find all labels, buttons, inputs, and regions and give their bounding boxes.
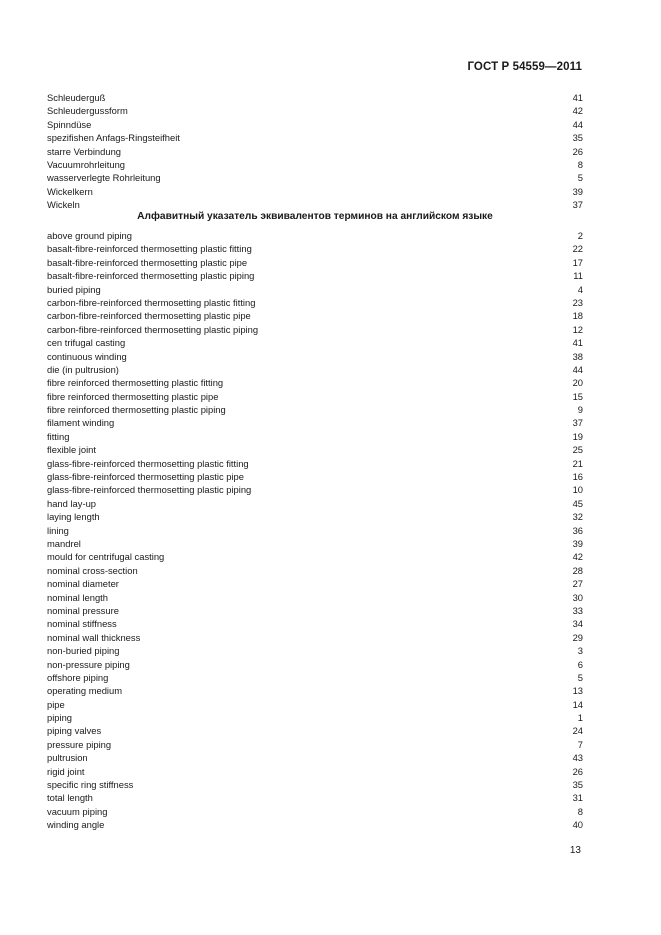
index-term: continuous winding [47, 350, 127, 362]
index-term-number: 20 [572, 377, 583, 389]
index-term-number: 15 [572, 390, 583, 402]
index-term: carbon-fibre-reinforced thermosetting plastic piping [47, 323, 259, 335]
index-term-number: 36 [572, 524, 583, 536]
index-term-number: 39 [572, 185, 583, 197]
index-term: laying length [47, 511, 100, 523]
index-term: spezifishen Anfags-Ringsteifheit [47, 132, 180, 144]
index-term: filament winding [47, 417, 115, 429]
index-term-number: 28 [572, 564, 583, 576]
index-term-number: 21 [572, 457, 583, 469]
index-term-number: 11 [573, 270, 583, 282]
index-term: nominal length [47, 591, 108, 603]
index-term: hand lay-up [47, 497, 96, 509]
index-entry [47, 711, 583, 724]
index-entry [47, 283, 583, 296]
index-entry [47, 443, 583, 456]
index-term-number: 30 [572, 591, 583, 603]
index-term: glass-fibre-reinforced thermosetting plastic piping [47, 484, 252, 496]
index-term-number: 6 [577, 658, 583, 670]
index-term: offshore piping [47, 671, 109, 683]
index-entry [47, 118, 583, 131]
index-term: rigid joint [47, 765, 85, 777]
index-term-number: 43 [572, 752, 583, 764]
index-term-number: 8 [577, 158, 583, 170]
index-term-number: 3 [577, 645, 583, 657]
index-entry [47, 550, 583, 563]
index-term: die (in pultrusion) [47, 363, 119, 375]
index-term-number: 8 [577, 805, 583, 817]
index-term-number: 44 [572, 363, 583, 375]
index-entry [47, 684, 583, 697]
index-term-number: 39 [572, 537, 583, 549]
index-term-number: 37 [572, 199, 583, 211]
index-term: flexible joint [47, 444, 96, 456]
index-entry [47, 145, 583, 158]
index-entry [47, 791, 583, 804]
index-term-number: 40 [572, 819, 583, 831]
index-entry [47, 185, 583, 198]
index-term-number: 25 [572, 444, 583, 456]
index-term: Schleudergussform [47, 105, 128, 117]
index-term: basalt-fibre-reinforced thermosetting plastic pipe [47, 256, 248, 268]
index-entry [47, 336, 583, 349]
index-term: nominal diameter [47, 578, 119, 590]
index-term: mould for centrifugal casting [47, 551, 165, 563]
index-term: Wickeln [47, 199, 80, 211]
index-entry [47, 309, 583, 322]
index-term: Schleuderguß [47, 92, 106, 103]
index-entry [47, 617, 583, 630]
index-entry [47, 765, 583, 778]
index-term-number: 26 [572, 765, 583, 777]
index-term: wasserverlegte Rohrleitung [47, 172, 161, 184]
index-term-number: 19 [572, 430, 583, 442]
index-term-number: 1 [577, 712, 583, 724]
index-term: glass-fibre-reinforced thermosetting plastic pipe [47, 471, 244, 483]
index-entry [47, 390, 583, 403]
index-term: above ground piping [47, 230, 132, 241]
index-term: pipe [47, 698, 65, 710]
index-entry [47, 430, 583, 443]
index-term: carbon-fibre-reinforced thermosetting plastic pipe [47, 310, 251, 322]
index-term: piping valves [47, 725, 102, 737]
index-term-number: 9 [577, 404, 583, 416]
index-term-number: 34 [572, 618, 583, 630]
index-term: starre Verbindung [47, 145, 122, 157]
index-entry [47, 604, 583, 617]
index-term: mandrel [47, 537, 81, 549]
index-term: fitting [47, 430, 70, 442]
index-term: nominal cross-section [47, 564, 138, 576]
english-term-index [47, 229, 583, 832]
index-entry [47, 644, 583, 657]
index-term: nominal pressure [47, 604, 119, 616]
index-term: lining [47, 524, 69, 536]
index-entry [47, 376, 583, 389]
index-entry [47, 363, 583, 376]
standard-header: ГОСТ Р 54559—2011 [467, 61, 582, 73]
index-term-number: 10 [572, 484, 583, 496]
index-term: specific ring stiffness [47, 779, 134, 791]
index-term: fibre reinforced thermosetting plastic fitting [47, 377, 224, 389]
index-entry [47, 256, 583, 269]
index-term-number: 27 [572, 578, 583, 590]
index-term-number: 29 [572, 631, 583, 643]
index-entry [47, 510, 583, 523]
german-term-index [47, 91, 583, 212]
index-term-number: 17 [572, 256, 583, 268]
index-entry [47, 524, 583, 537]
index-entry [47, 805, 583, 818]
index-entry [47, 350, 583, 363]
index-entry [47, 591, 583, 604]
index-term: basalt-fibre-reinforced thermosetting plastic piping [47, 270, 255, 282]
index-term: pultrusion [47, 752, 88, 764]
index-entry [47, 296, 583, 309]
index-term: basalt-fibre-reinforced thermosetting plastic fitting [47, 243, 252, 255]
index-entry [47, 229, 583, 242]
index-term-number: 42 [572, 551, 583, 563]
index-entry [47, 91, 583, 104]
index-entry [47, 171, 583, 184]
index-term-number: 13 [572, 685, 583, 697]
index-term: fibre reinforced thermosetting plastic pipe [47, 390, 219, 402]
index-entry [47, 457, 583, 470]
index-term-number: 32 [572, 511, 583, 523]
index-term: Wickelkern [47, 185, 93, 197]
index-entry [47, 818, 583, 831]
index-term-number: 18 [572, 310, 583, 322]
index-term-number: 12 [572, 323, 583, 335]
index-term: carbon-fibre-reinforced thermosetting plastic fitting [47, 296, 256, 308]
index-entry [47, 778, 583, 791]
index-term-number: 33 [572, 604, 583, 616]
index-term-number: 5 [577, 172, 583, 184]
index-entry [47, 671, 583, 684]
index-entry [47, 470, 583, 483]
index-term-number: 35 [572, 779, 583, 791]
index-term: total length [47, 792, 93, 804]
index-entry [47, 416, 583, 429]
index-entry [47, 158, 583, 171]
index-term-number: 22 [572, 243, 583, 255]
index-term: Vacuumrohrleitung [47, 158, 125, 170]
index-term: operating medium [47, 685, 123, 697]
index-term: winding angle [47, 819, 105, 831]
index-term: glass-fibre-reinforced thermosetting plastic fitting [47, 457, 249, 469]
index-entry [47, 738, 583, 751]
index-entry [47, 658, 583, 671]
index-entry [47, 698, 583, 711]
index-entry [47, 403, 583, 416]
index-term: piping [47, 712, 73, 724]
index-term-number: 35 [572, 132, 583, 144]
index-term-number: 16 [572, 471, 583, 483]
index-term-number: 2 [577, 230, 583, 241]
index-entry [47, 577, 583, 590]
index-term-number: 42 [572, 105, 583, 117]
index-term-number: 4 [577, 283, 583, 295]
index-entry [47, 323, 583, 336]
index-entry [47, 269, 583, 282]
index-term-number: 37 [572, 417, 583, 429]
index-term: non-buried piping [47, 645, 120, 657]
index-term: nominal wall thickness [47, 631, 141, 643]
index-entry [47, 537, 583, 550]
index-term-number: 24 [572, 725, 583, 737]
index-entry [47, 242, 583, 255]
index-entry [47, 751, 583, 764]
index-term-number: 14 [572, 698, 583, 710]
index-term: cen trifugal casting [47, 337, 126, 349]
index-term-number: 26 [572, 145, 583, 157]
index-term-number: 7 [577, 738, 583, 750]
index-term: Spinndüse [47, 118, 92, 130]
section-title: Алфавитный указатель эквивалентов терминов на английском языке [137, 211, 493, 222]
index-term: nominal stiffness [47, 618, 117, 630]
index-entry [47, 631, 583, 644]
index-entry [47, 497, 583, 510]
index-term-number: 23 [572, 296, 583, 308]
index-term-number: 41 [572, 92, 583, 103]
index-term-number: 41 [572, 337, 583, 349]
index-term-number: 5 [577, 671, 583, 683]
index-term: pressure piping [47, 738, 112, 750]
index-term: fibre reinforced thermosetting plastic piping [47, 404, 226, 416]
index-entry [47, 131, 583, 144]
index-entry [47, 104, 583, 117]
index-term: buried piping [47, 283, 101, 295]
index-term-number: 31 [572, 792, 583, 804]
page-number: 13 [569, 845, 581, 856]
index-entry [47, 724, 583, 737]
index-term-number: 38 [572, 350, 583, 362]
index-entry [47, 198, 583, 211]
index-term: vacuum piping [47, 805, 108, 817]
index-term-number: 45 [572, 497, 583, 509]
index-term-number: 44 [572, 118, 583, 130]
index-term: non-pressure piping [47, 658, 130, 670]
index-entry [47, 564, 583, 577]
index-entry [47, 483, 583, 496]
